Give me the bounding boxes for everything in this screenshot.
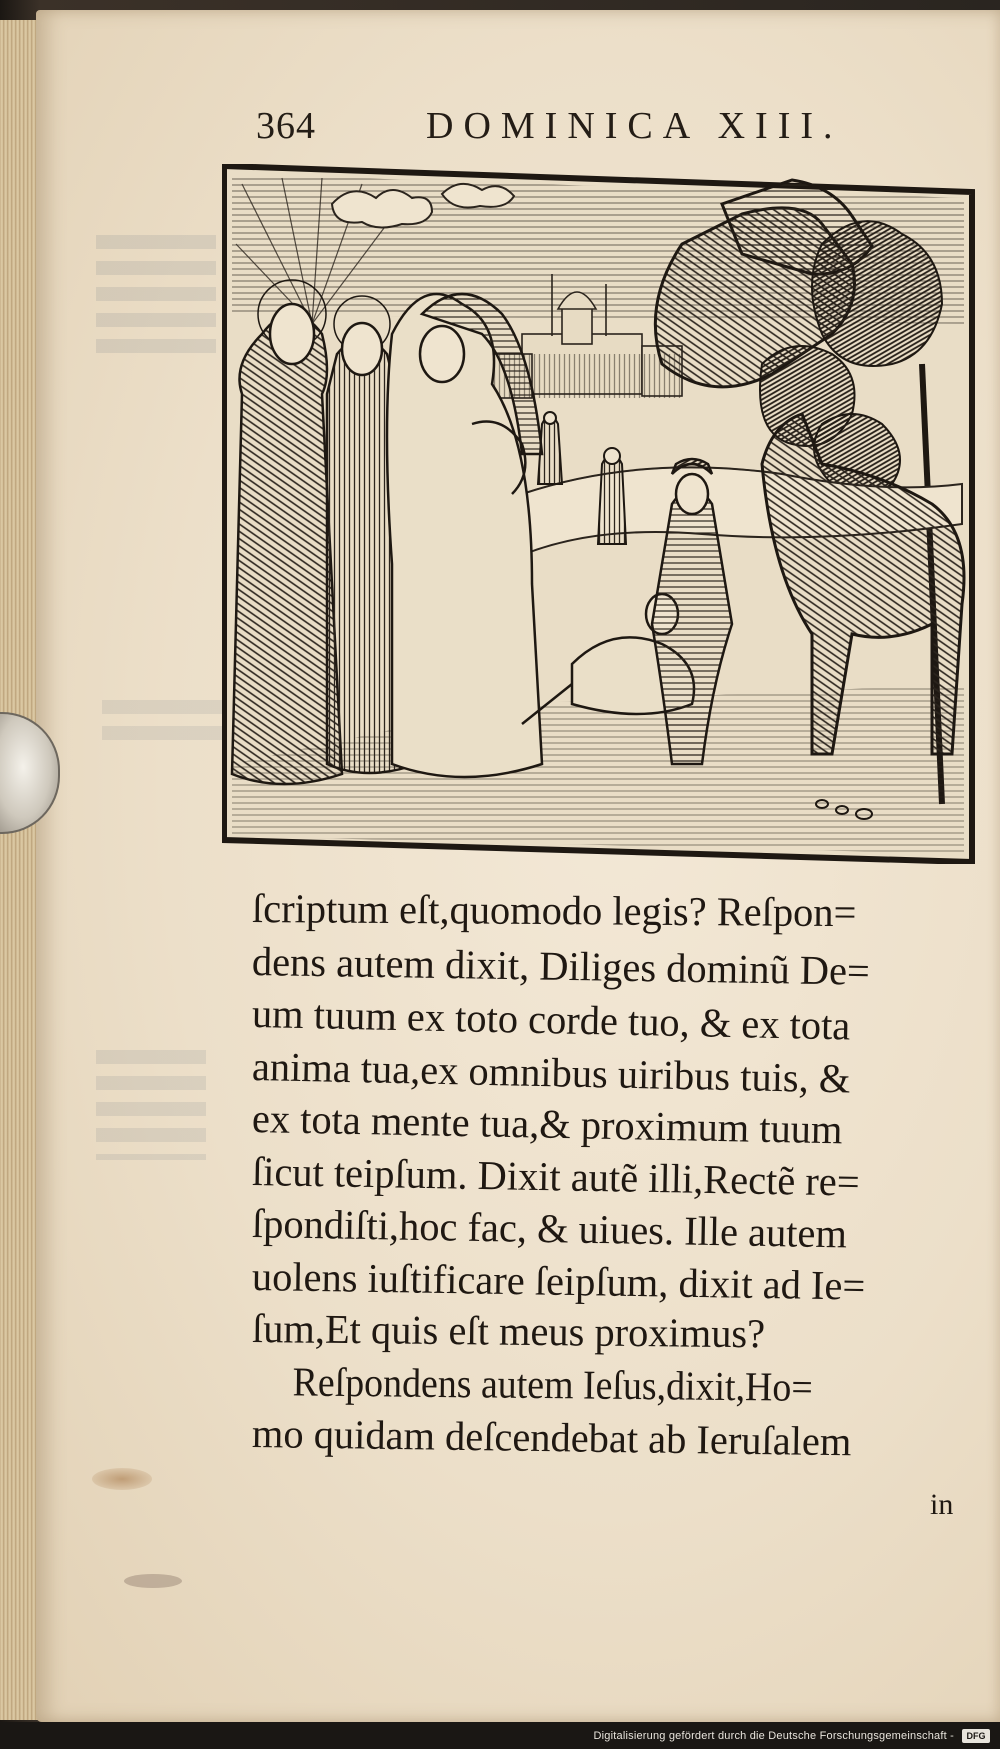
- text-line: Reſpondens autem Ieſus,dixit,Ho=: [292, 1357, 813, 1410]
- digitization-credit: Digitalisierung gefördert durch die Deutsche Forschungsgemeinschaft -: [593, 1730, 954, 1742]
- text-line: ſpondiſti,hoc fac, & uiues. Ille autem: [251, 1200, 848, 1257]
- text-line: ex tota mente tua,& proximum tuum: [251, 1095, 843, 1153]
- catchword: in: [930, 1488, 954, 1521]
- text-line: uolens iuſtificare ſeipſum, dixit ad Ie=: [251, 1252, 866, 1309]
- text-line: dens autem dixit, Diliges dominũ De=: [251, 937, 871, 994]
- text-line: mo quidam deſcendebat ab Ieruſalem: [251, 1410, 852, 1465]
- page-number: 364: [256, 105, 316, 147]
- dfg-logo: DFG: [962, 1729, 990, 1743]
- body-text: [251, 882, 962, 1465]
- woodcut-illustration: [222, 164, 976, 864]
- running-header: [256, 104, 926, 150]
- text-line: ſcriptum eſt,quomodo legis? Reſpon=: [251, 885, 857, 936]
- text-line: ſicut teipſum. Dixit autẽ illi,Rectẽ re=: [251, 1147, 861, 1205]
- running-title: DOMINICA XIII.: [426, 105, 843, 147]
- show-through-left: [96, 235, 216, 355]
- text-line: anima tua,ex omnibus uiribus tuis, &: [251, 1042, 851, 1102]
- book-fore-edge: [0, 20, 40, 1720]
- text-line: um tuum ex toto corde tuo, & ex tota: [251, 990, 851, 1049]
- text-line: ſum,Et quis eſt meus proximus?: [251, 1305, 766, 1357]
- paper-stain: [92, 1468, 152, 1490]
- show-through-left-2: [96, 1050, 206, 1160]
- paper-smudge: [124, 1574, 182, 1588]
